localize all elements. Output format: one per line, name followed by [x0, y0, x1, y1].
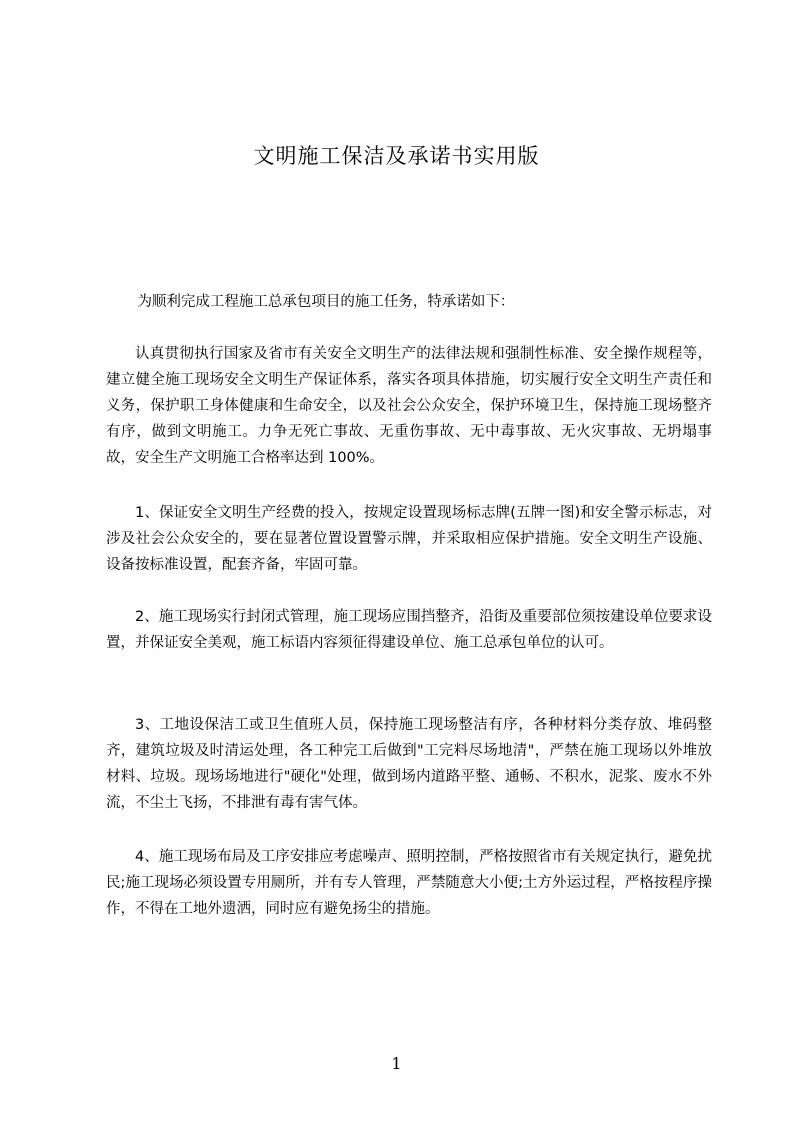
paragraph-commitment-general: 认真贯彻执行国家及省市有关安全文明生产的法律法规和强制性标准、安全操作规程等，建立健全施工现场安全文明生产保证体系，落实各项具体措施，切实履行安全文明生产责任和义务，保护职工身体健康和生命安全，以及社会公众安全，保护环境卫生，保持施工现场整齐有序，做到文明施工。力争无死亡事故、无重伤事故、无中毒事故、无火灾事故、无坍塌事故，安全生产文明施工合格率达到 100%。: [106, 346, 712, 466]
document-title: 文明施工保洁及承诺书实用版: [253, 144, 540, 168]
intro-paragraph: 为顺利完成工程施工总承包项目的施工任务，特承诺如下：: [137, 294, 515, 310]
paragraph-item-3: 3、工地设保洁工或卫生值班人员，保持施工现场整洁有序，各种材料分类存放、堆码整齐，建筑垃圾及时清运处理，各工种完工后做到"工完料尽场地清"，严禁在施工现场以外堆放材料、垃圾。现场场地进行"硬化"处理，做到场内道路平整、通畅、不积水，泥浆、废水不外流，不尘土飞扬，不排泄有毒有害气体。: [106, 717, 712, 811]
paragraph-item-2: 2、施工现场实行封闭式管理，施工现场应围挡整齐，沿街及重要部位须按建设单位要求设置，并保证安全美观，施工标语内容须征得建设单位、施工总承包单位的认可。: [106, 609, 712, 651]
page-number: 1: [391, 1054, 402, 1073]
paragraph-item-1: 1、保证安全文明生产经费的投入，按规定设置现场标志牌(五牌一图)和安全警示标志，对涉及社会公众安全的，要在显著位置设置警示牌，并采取相应保护措施。安全文明生产设施、设备按标准设置，配套齐备，牢固可靠。: [106, 505, 712, 573]
paragraph-item-4: 4、施工现场布局及工序安排应考虑噪声、照明控制，严格按照省市有关规定执行，避免扰民;施工现场必须设置专用厕所，并有专人管理，严禁随意大小便;土方外运过程，严格按程序操作，不得在工地外遗洒，同时应有避免扬尘的措施。: [106, 849, 712, 917]
